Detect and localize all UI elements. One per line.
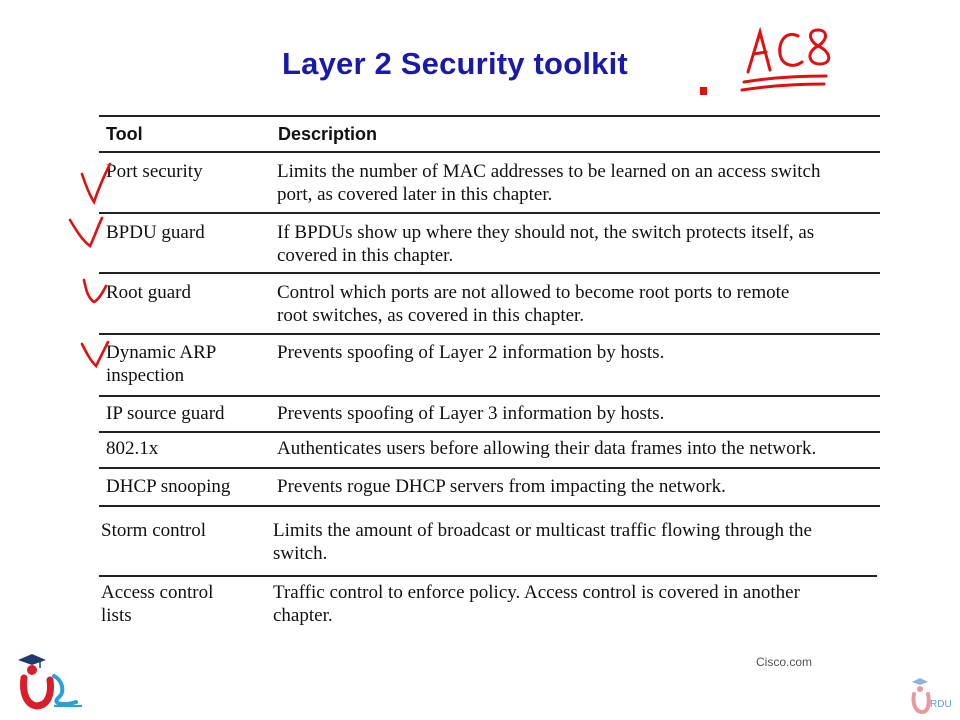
desc-root-guard: Control which ports are not allowed to become root ports to remote root switches, as covered in this chapter. <box>277 282 790 326</box>
desc-port-security: Limits the number of MAC addresses to be learned on an access switch port, as covered later in this chapter. <box>277 161 821 205</box>
urdu-watermark-icon <box>906 676 956 716</box>
desc-dynamic-arp-inspection: Prevents spoofing of Layer 2 information by hosts. <box>277 342 665 363</box>
check-mark-icon <box>80 276 110 306</box>
desc-bpdu-guard: If BPDUs show up where they should not, the switch protects itself, as covered in this chapter. <box>277 222 815 266</box>
tool-ip-source-guard: IP source guard <box>106 403 225 424</box>
tool-storm-control: Storm control <box>101 520 207 541</box>
row-rule <box>99 333 880 335</box>
row-rule <box>99 431 880 433</box>
desc-dhcp-snooping: Prevents rogue DHCP servers from impacting the network. <box>277 476 726 497</box>
tool-dhcp-snooping: DHCP snooping <box>106 476 231 497</box>
desc-access-control-lists: Traffic control to enforce policy. Access control is covered in another chapter. <box>273 582 800 626</box>
tool-access-control-lists: Access control lists <box>101 582 214 626</box>
header-tool: Tool <box>106 124 143 144</box>
desc-8021x: Authenticates users before allowing their data frames into the network. <box>277 438 817 459</box>
watermark-text: RDU <box>930 699 952 710</box>
row-rule <box>99 395 880 397</box>
row-rule <box>99 212 880 214</box>
slide-title: Layer 2 Security toolkit <box>282 46 628 81</box>
header-rule <box>99 151 880 153</box>
tool-bpdu-guard: BPDU guard <box>106 222 205 243</box>
table-top-rule <box>99 115 880 117</box>
check-mark-icon <box>78 160 112 206</box>
desc-storm-control: Limits the amount of broadcast or multicast traffic flowing through the switch. <box>273 520 812 564</box>
tool-8021x: 802.1x <box>106 438 159 459</box>
tool-dynamic-arp-inspection: Dynamic ARP inspection <box>106 342 217 386</box>
header-description: Description <box>278 124 378 144</box>
row-rule <box>99 272 880 274</box>
row-rule <box>99 575 877 577</box>
desc-ip-source-guard: Prevents spoofing of Layer 3 information by hosts. <box>277 403 665 424</box>
row-rule <box>99 467 880 469</box>
tool-root-guard: Root guard <box>106 282 191 303</box>
check-mark-icon <box>78 338 110 372</box>
footer-source: Cisco.com <box>756 655 813 669</box>
urdu-logo-icon <box>14 650 86 712</box>
check-mark-icon <box>66 212 106 252</box>
tool-port-security: Port security <box>106 161 203 182</box>
table-bottom-rule <box>99 505 880 507</box>
